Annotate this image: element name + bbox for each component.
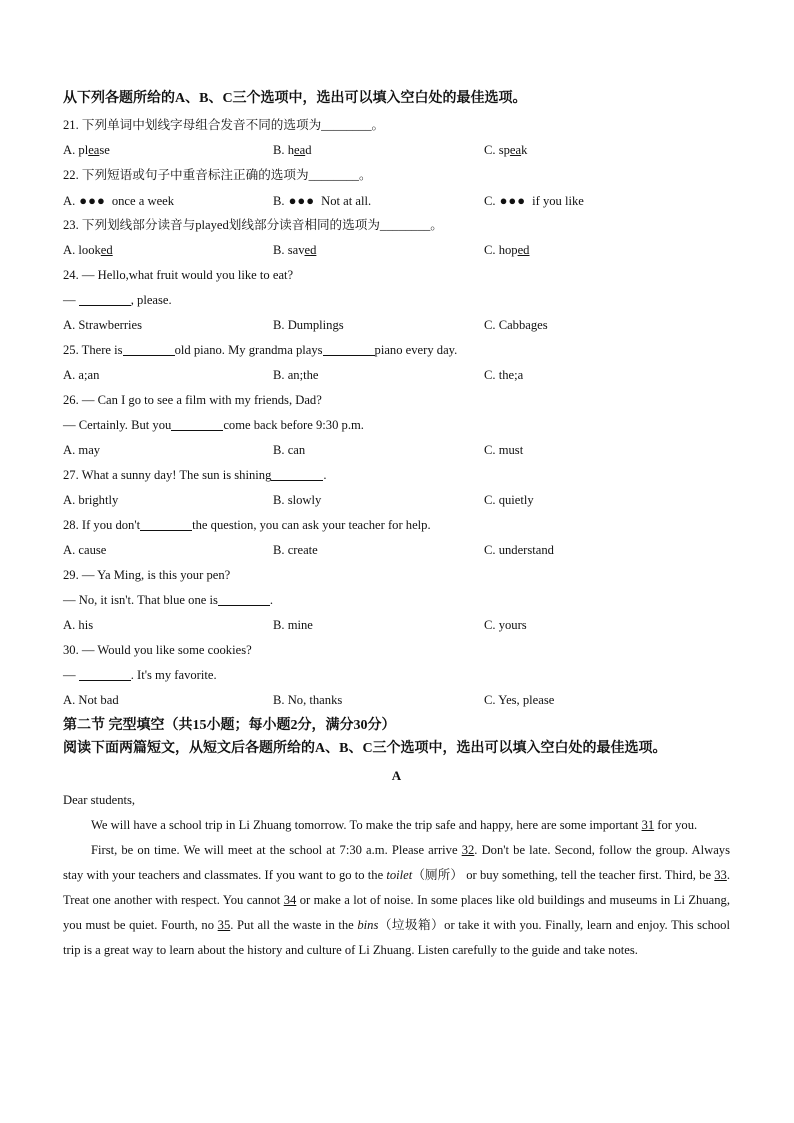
option-23-c[interactable]: C. hoped xyxy=(484,243,530,257)
blank-32[interactable]: 32 xyxy=(461,843,475,857)
stress-marks-icon: ●●● xyxy=(79,193,106,208)
option-29-c[interactable]: C. yours xyxy=(484,618,527,632)
option-26-c[interactable]: C. must xyxy=(484,443,524,457)
option-30-c[interactable]: C. Yes, please xyxy=(484,693,555,707)
option-27-b[interactable]: B. slowly xyxy=(273,493,322,507)
question-30-stem: 30. — Would you like some cookies? xyxy=(63,643,252,657)
passage-label: A xyxy=(391,768,402,783)
option-22-c[interactable]: C. ●●● if you like xyxy=(484,193,584,208)
answer-blank[interactable] xyxy=(218,592,270,606)
section-instruction: 从下列各题所给的A、B、C三个选项中，选出可以填入空白处的最佳选项。 xyxy=(63,91,527,106)
blank-33[interactable]: 33 xyxy=(714,868,727,882)
question-29-options xyxy=(63,613,730,638)
option-27-c[interactable]: C. quietly xyxy=(484,493,534,507)
letter-salutation: Dear students, xyxy=(63,793,136,807)
option-22-a[interactable]: A. ●●● once a week xyxy=(63,193,175,208)
option-21-a[interactable]: A. please xyxy=(63,143,110,157)
question-21-options xyxy=(63,138,730,163)
answer-blank[interactable] xyxy=(271,467,323,481)
question-29-answer-line: — No, it isn't. That blue one is . xyxy=(63,593,274,607)
question-21-stem: 21. 下列单词中划线字母组合发音不同的选项为________。 xyxy=(63,118,385,132)
answer-blank[interactable] xyxy=(79,292,131,306)
question-22-stem: 22. 下列短语或句子中重音标注正确的选项为________。 xyxy=(63,168,372,182)
question-26-answer-line: — Certainly. But you come back before 9:30 p.m. xyxy=(63,418,364,432)
question-27-stem: 27. What a sunny day! The sun is shining . xyxy=(63,468,327,482)
question-22-options xyxy=(63,188,730,213)
blank-35[interactable]: 35 xyxy=(217,918,231,932)
answer-blank[interactable] xyxy=(171,417,223,431)
question-25-options xyxy=(63,363,730,388)
option-28-a[interactable]: A. cause xyxy=(63,543,107,557)
question-24-answer-line: — , please. xyxy=(63,293,172,307)
question-25-stem: 25. There is old piano. My grandma plays piano every day. xyxy=(63,343,458,357)
question-30-options xyxy=(63,688,730,713)
blank-34[interactable]: 34 xyxy=(283,893,297,907)
answer-blank[interactable] xyxy=(123,342,175,356)
option-23-a[interactable]: A. looked xyxy=(63,243,113,257)
question-24-options xyxy=(63,313,730,338)
answer-blank[interactable] xyxy=(140,517,192,531)
section-2-instruction: 阅读下面两篇短文，从短文后各题所给的A、B、C三个选项中，选出可以填入空白处的最佳选项。 xyxy=(63,741,667,756)
option-30-a[interactable]: A. Not bad xyxy=(63,693,119,707)
option-21-c[interactable]: C. speak xyxy=(484,143,528,157)
question-30-answer-line: — . It's my favorite. xyxy=(63,668,217,682)
option-23-b[interactable]: B. saved xyxy=(273,243,317,257)
question-29-stem: 29. — Ya Ming, is this your pen? xyxy=(63,568,231,582)
section-2-heading: 第二节 完型填空（共15小题；每小题2分，满分30分） xyxy=(63,718,396,733)
option-25-b[interactable]: B. an;the xyxy=(273,368,319,382)
exam-page xyxy=(63,88,730,963)
option-22-b[interactable]: B. ●●● Not at all. xyxy=(273,193,372,208)
option-24-c[interactable]: C. Cabbages xyxy=(484,318,548,332)
question-28-stem: 28. If you don't the question, you can ask your teacher for help. xyxy=(63,518,431,532)
blank-31[interactable]: 31 xyxy=(641,818,655,832)
answer-blank[interactable] xyxy=(79,667,131,681)
option-28-c[interactable]: C. understand xyxy=(484,543,554,557)
question-23-options xyxy=(63,238,730,263)
option-24-b[interactable]: B. Dumplings xyxy=(273,318,344,332)
question-23-stem: 23. 下列划线部分读音与played划线部分读音相同的选项为________。 xyxy=(63,218,443,232)
question-28-options xyxy=(63,538,730,563)
option-27-a[interactable]: A. brightly xyxy=(63,493,119,507)
passage-paragraph-1: We will have a school trip in Li Zhuang tomorrow. To make the trip safe and happy, here are some important 31 for you. xyxy=(91,818,698,832)
option-21-b[interactable]: B. head xyxy=(273,143,312,157)
stress-marks-icon: ●●● xyxy=(288,193,316,208)
answer-blank[interactable] xyxy=(323,342,375,356)
option-29-b[interactable]: B. mine xyxy=(273,618,313,632)
passage-paragraph-2: First, be on time. We will meet at the school at 7:30 a.m. Please arrive 32. Don't be late. Second, follow the group. Always stay with your teachers and classmates. If you want to go to the toilet（厕所） or buy something, tell the teacher first. Third, be 33. Treat one another with respect. You cannot 34 or make a lot of noise. In some places like old buildings and museums in Li Zhuang, you must be quiet. Fourth, no 35. Put all the waste in the bins（垃圾箱）or take it with you. Finally, learn and enjoy. This school trip is a great way to learn about the history and culture of Li Zhuang. Listen carefully to the guide and take notes. xyxy=(63,843,730,957)
option-25-a[interactable]: A. a;an xyxy=(63,368,100,382)
option-26-a[interactable]: A. may xyxy=(63,443,101,457)
option-29-a[interactable]: A. his xyxy=(63,618,94,632)
option-26-b[interactable]: B. can xyxy=(273,443,306,457)
stress-marks-icon: ●●● xyxy=(499,193,527,208)
option-24-a[interactable]: A. Strawberries xyxy=(63,318,143,332)
question-26-stem: 26. — Can I go to see a film with my friends, Dad? xyxy=(63,393,322,407)
question-27-options xyxy=(63,488,730,513)
option-28-b[interactable]: B. create xyxy=(273,543,318,557)
question-24-stem: 24. — Hello,what fruit would you like to eat? xyxy=(63,268,294,282)
option-25-c[interactable]: C. the;a xyxy=(484,368,524,382)
question-26-options xyxy=(63,438,730,463)
option-30-b[interactable]: B. No, thanks xyxy=(273,693,343,707)
